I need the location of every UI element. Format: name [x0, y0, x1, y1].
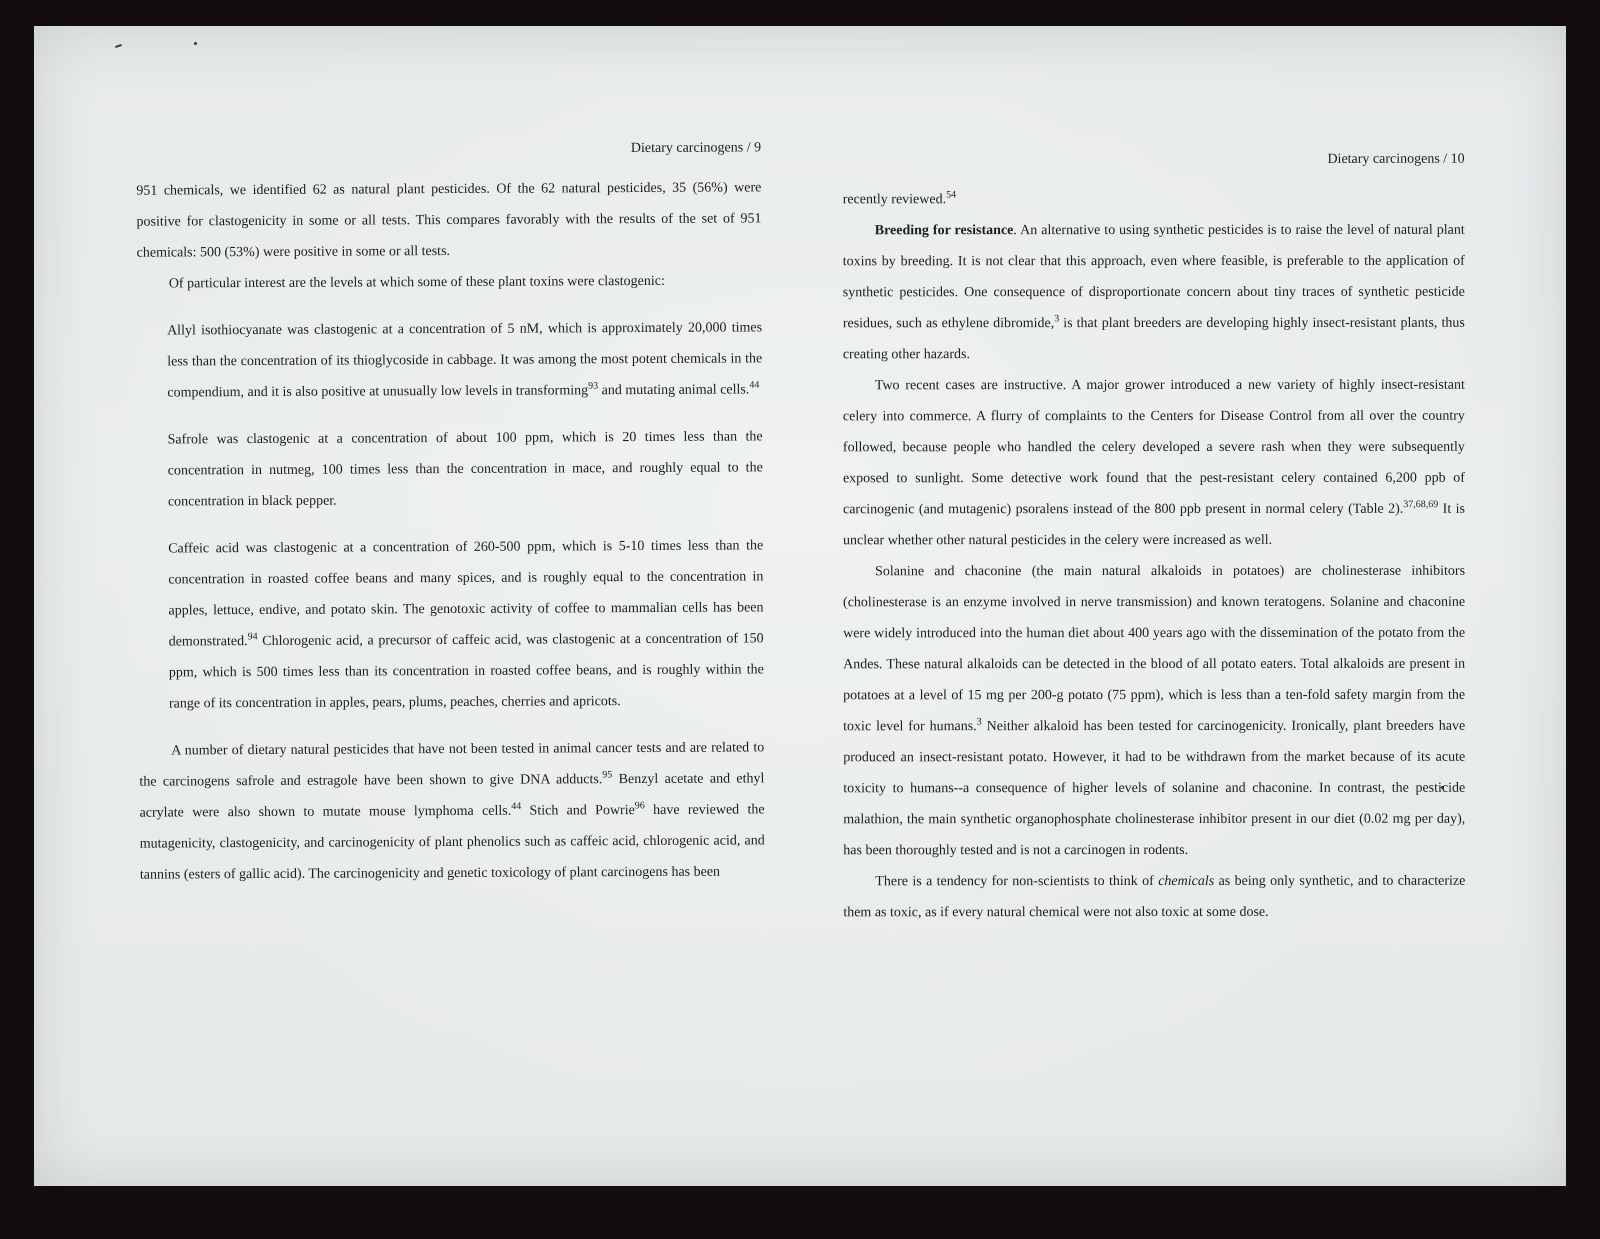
page-10-column — [843, 144, 1466, 929]
scanned-page — [34, 26, 1566, 1186]
reference-superscript: 94 — [247, 631, 258, 643]
text-segment: recently reviewed. — [842, 192, 947, 208]
reference-superscript: 54 — [946, 189, 957, 201]
page-9-column — [136, 132, 765, 890]
paragraph — [137, 265, 762, 299]
reference-superscript: 96 — [634, 800, 645, 812]
text-segment: is that plant breeders are developing highly insect-resistant plants, thus creating other hazards. — [842, 315, 1465, 363]
paragraph — [168, 530, 764, 719]
paragraph — [843, 215, 1465, 371]
text-segment: Breeding for resistance — [874, 223, 1014, 239]
paragraph — [843, 866, 1465, 929]
text-segment: Stich and Powrie — [521, 803, 635, 819]
text-segment: Allyl isothiocyanate was clastogenic at a concentration of 5 nM, which is approximately 20,000 times less than the concentration of its thioglycoside in cabbage. It was among the most potent chemicals in the compendium, and it is also positive at unusually low levels in transforming — [167, 320, 763, 401]
text-segment: Caffeic acid was clastogenic at a concentration of 260-500 ppm, which is 5-10 times less than the concentration in roasted coffee beans and many spices, and is roughly equal to the concentration in apples, lettuce, endive, and potato skin. The genotoxic activity of coffee to mammalian cells has been demonstrated. — [168, 538, 764, 650]
paragraph — [167, 312, 762, 408]
text-segment: and mutating animal cells. — [598, 382, 750, 399]
reference-superscript: 3 — [1054, 313, 1060, 325]
text-segment: 951 chemicals, we identified 62 as natural plant pesticides. Of the 62 natural pesticides, 35 (56%) were positive for clastogenicity in some or all tests. This compares favorably with the results of the set of 951 chemicals: 500 (53%) were positive in some or all tests. — [136, 180, 762, 261]
paragraph — [136, 172, 761, 268]
page-body — [136, 172, 765, 890]
text-segment: . An alternative to using synthetic pesticides is to raise the level of natural plant toxins by breeding. It is not clear that this approach, even where feasible, is preferable to the application of synthetic pesticides. One consequence of disproportionate concern about tiny traces of synthetic pesticide residues, such as ethylene dibromide, — [842, 222, 1465, 332]
paragraph — [139, 732, 765, 890]
text-segment: Neither alkaloid has been tested for carcinogenicity. Ironically, plant breeders have produced an insect-resistant potato. However, it had to be withdrawn from the market because of its acute toxicity to humans--a consequence of higher levels of solanine and chaconine. In contrast, the pesticide malathion, the main synthetic organophosphate cholinesterase inhibitor present in our diet (0.02 mg per day), has been thoroughly tested and is not a carcinogen in rodents. — [843, 718, 1466, 859]
page-header: Dietary carcinogens / 10 — [1327, 151, 1465, 167]
page-body — [843, 184, 1466, 929]
reference-superscript: 93 — [588, 380, 599, 392]
text-segment: Safrole was clastogenic at a concentration of about 100 ppm, which is 20 times less than the concentration in nutmeg, 100 times less than the concentration in mace, and roughly equal to the concentration in black pepper. — [167, 429, 763, 510]
text-segment: It is unclear whether other natural pesticides in the celery were increased as well. — [842, 501, 1465, 549]
text-segment: A number of dietary natural pesticides that have not been tested in animal cancer tests and are related to the carcinogens safrole and estragole have been shown to give DNA adducts. — [139, 740, 765, 790]
reference-superscript: 37,68,69 — [1403, 499, 1439, 511]
paragraph — [168, 421, 763, 517]
reference-superscript: 44 — [511, 800, 522, 813]
text-segment: Of particular interest are the levels at which some of these plant toxins were clastogenic: — [168, 273, 665, 292]
text-segment: chemicals — [1158, 873, 1215, 889]
paragraph — [843, 556, 1465, 867]
text-segment: have reviewed the mutagenicity, clastogenicity, and carcinogenicity of plant phenolics such as caffeic acid, chlorogenic acid, and tannins (esters of gallic acid). The carcinogenicity and genetic toxicology of plant carcinogens has been — [139, 802, 765, 883]
text-segment: Benzyl acetate and ethyl acrylate were also shown to mutate mouse lymphoma cells. — [139, 771, 765, 821]
text-segment: Solanine and chaconine (the main natural alkaloids in potatoes) are cholinesterase inhibitors (cholinesterase is an enzyme involved in nerve transmission) and known teratogens. Solanine and chaconine were widely introduced into the human diet about 400 years ago with the dissemination of the potato from the Andes. These natural alkaloids can be detected in the blood of all potato eaters. Total alkaloids are present in potatoes at a level of 15 mg per 200-g potato (75 ppm), which is less than a ten-fold safety margin from the toxic level for humans. — [843, 563, 1466, 735]
reference-superscript: 44 — [749, 379, 760, 391]
text-segment: Two recent cases are instructive. A major grower introduced a new variety of highly insect-resistant celery into commerce. A flurry of complaints to the Centers for Disease Control from all over the country followed, because people who handled the celery developed a severe rash when they were subsequently exposed to sunlight. Some detective work found that the pest-resistant celery contained 6,200 ppb of carcinogenic (and mutagenic) psoralens instead of the 800 ppb present in normal celery (Table 2). — [842, 377, 1465, 518]
page-header: Dietary carcinogens / 9 — [630, 140, 762, 157]
scan-mark — [115, 44, 122, 48]
text-segment: There is a tendency for non-scientists to think of — [875, 873, 1159, 890]
reference-superscript: 95 — [602, 769, 613, 781]
paragraph — [843, 370, 1465, 557]
text-segment: Chlorogenic acid, a precursor of caffeic acid, was clastogenic at a concentration of 150 ppm, which is 500 times less than its concentration in roasted coffee beans, and is roughly within the range of its concentration in apples, pears, plums, peaches, cherries and apricots. — [168, 631, 764, 712]
scan-mark — [194, 42, 197, 45]
text-segment: as being only synthetic, and to characterize them as toxic, as if every natural chemical were not also toxic at some dose. — [843, 873, 1466, 921]
paragraph — [843, 184, 1465, 216]
reference-superscript: 3 — [976, 716, 982, 728]
